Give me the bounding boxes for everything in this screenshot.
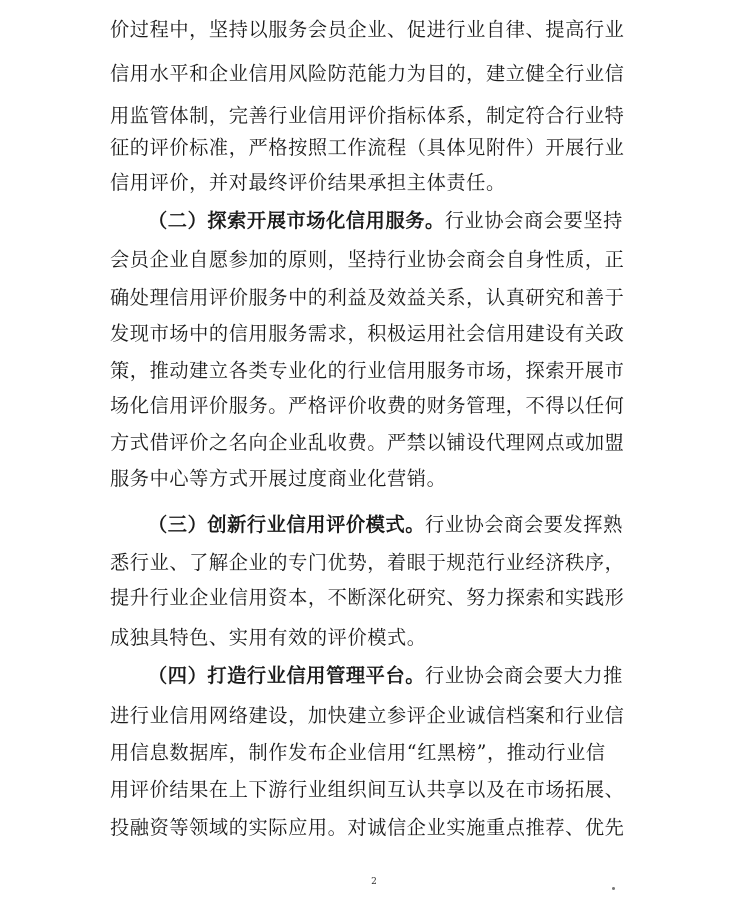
text-line: 提升行业企业信用资本，不断深化研究、努力探索和实践形 [110, 586, 625, 609]
text-line: 悉行业、了解企业的专门优势，着眼于规范行业经济秩序， [110, 551, 625, 574]
section-heading-line [148, 206, 623, 236]
text-line: 确处理信用评价服务中的利益及效益关系，认真研究和善于 [110, 286, 625, 309]
section-heading-line [148, 510, 623, 540]
text-line: 策，推动建立各类专业化的行业信用服务市场，探索开展市 [110, 359, 625, 382]
section-heading-line [148, 661, 623, 691]
text-span: 行业协会商会要坚持 [444, 209, 623, 232]
text-line: 发现市场中的信用服务需求，积极运用社会信用建设有关政 [110, 322, 625, 345]
text-line: 投融资等领域的实际应用。对诚信企业实施重点推荐、优先 [110, 816, 625, 839]
text-line: 服务中心等方式开展过度商业化营销。 [110, 467, 447, 490]
text-line: 用信息数据库，制作发布企业信用“红黑榜”，推动行业信 [110, 741, 606, 764]
page-number: 2 [371, 877, 377, 887]
text-span: 行业协会商会要发挥熟 [425, 513, 623, 536]
text-line: 场化信用评价服务。严格评价收费的财务管理，不得以任何 [110, 394, 625, 417]
text-line: 价过程中，坚持以服务会员企业、促进行业自律、提高行业 [110, 18, 625, 41]
text-line: 用评价结果在上下游行业组织间互认共享以及在市场拓展、 [110, 778, 625, 801]
text-line: 信用水平和企业信用风险防范能力为目的，建立健全行业信 [110, 62, 625, 85]
section-heading: （三）创新行业信用评价模式。 [148, 513, 426, 536]
text-line: 会员企业自愿参加的原则，坚持行业协会商会自身性质，正 [110, 248, 625, 271]
text-line: 方式借评价之名向企业乱收费。严禁以铺设代理网点或加盟 [110, 431, 625, 454]
section-heading: （二）探索开展市场化信用服务。 [148, 209, 445, 232]
text-line: 用监管体制，完善行业信用评价指标体系，制定符合行业特 [110, 104, 625, 127]
text-line: 信用评价，并对最终评价结果承担主体责任。 [110, 171, 506, 194]
text-line: 征的评价标准，严格按照工作流程（具体见附件）开展行业 [110, 136, 625, 159]
scan-speck [612, 887, 615, 890]
text-line: 成独具特色、实用有效的评价模式。 [110, 626, 427, 649]
text-span: 行业协会商会要大力推 [425, 664, 623, 687]
text-line: 进行业信用网络建设，加快建立参评企业诚信档案和行业信 [110, 704, 625, 727]
section-heading: （四）打造行业信用管理平台。 [148, 664, 426, 687]
